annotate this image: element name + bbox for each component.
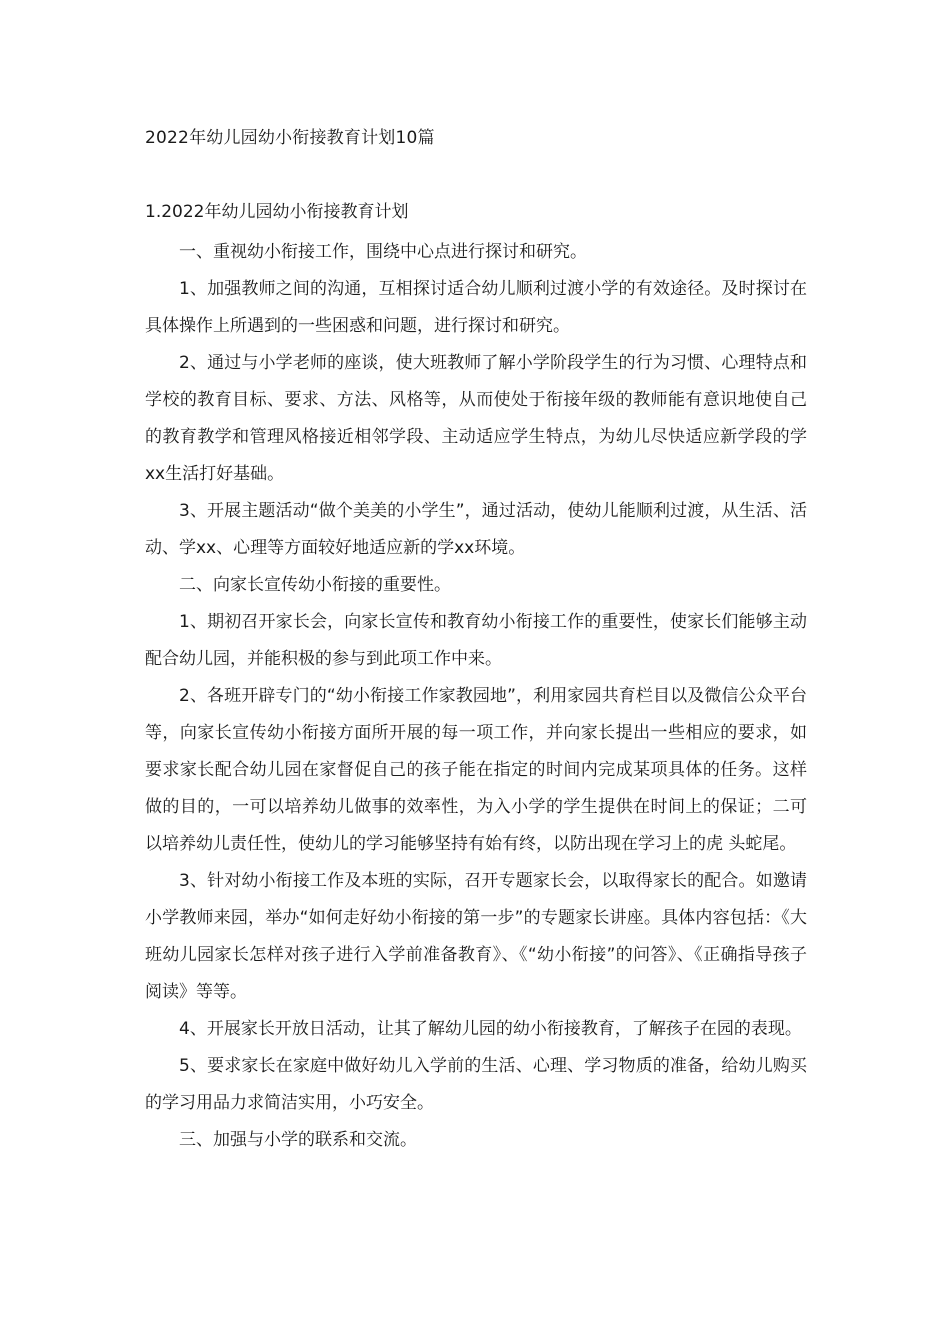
body-paragraph: 3、开展主题活动“做个美美的小学生”，通过活动，使幼儿能顺利过渡，从生活、活动、学xx、心理等方面较好地适应新的学xx环境。 <box>145 501 807 558</box>
body-paragraph: 3、针对幼小衔接工作及本班的实际，召开专题家长会，以取得家长的配合。如邀请小学教师来园，举办“如何走好幼小衔接的第一步”的专题家长讲座。具体内容包括：《大班幼儿园家长怎样对孩子进行入学前准备教育》、《“幼小衔接”的问答》、《正确指导孩子阅读》等等。 <box>145 871 807 1002</box>
heading-paragraph-1: 一、重视幼小衔接工作，围绕中心点进行探讨和研究。 <box>179 242 587 262</box>
document-body <box>145 200 807 1159</box>
body-paragraph: 2、各班开辟专门的“幼小衔接工作家教园地”，利用家园共育栏目以及微信公众平台等，向家长宣传幼小衔接方面所开展的每一项工作，并向家长提出一些相应的要求，如要求家长配合幼儿园在家督促自己的孩子能在指定的时间内完成某项具体的任务。这样做的目的，一可以培养幼儿做事的效率性，为入小学的学生提供在时间上的保证；二可以培养幼儿责任性，使幼儿的学习能够坚持有始有终，以防出现在学习上的虎 头蛇尾。 <box>145 686 807 854</box>
body-paragraph: 1、期初召开家长会，向家长宣传和教育幼小衔接工作的重要性，使家长们能够主动配合幼儿园，并能积极的参与到此项工作中来。 <box>145 612 807 669</box>
body-paragraph: 4、开展家长开放日活动，让其了解幼儿园的幼小衔接教育，了解孩子在园的表现。 <box>179 1019 802 1039</box>
body-paragraph: 1、加强教师之间的沟通，互相探讨适合幼儿顺利过渡小学的有效途径。及时探讨在具体操作上所遇到的一些困惑和问题，进行探讨和研究。 <box>145 279 807 336</box>
body-paragraph: 5、要求家长在家庭中做好幼儿入学前的生活、心理、学习物质的准备，给幼儿购买的学习用品力求简洁实用，小巧安全。 <box>145 1056 807 1113</box>
body-paragraph: 2、通过与小学老师的座谈，使大班教师了解小学阶段学生的行为习惯、心理特点和学校的教育目标、要求、方法、风格等，从而使处于衔接年级的教师能有意识地使自己的教育教学和管理风格接近相邻学段、主动适应学生特点，为幼儿尽快适应新学段的学xx生活打好基础。 <box>145 353 807 484</box>
heading-paragraph-2: 二、向家长宣传幼小衔接的重要性。 <box>179 575 451 595</box>
heading-paragraph-3: 三、加强与小学的联系和交流。 <box>179 1130 417 1150</box>
document-title: 2022年幼儿园幼小衔接教育计划10篇 <box>145 128 435 148</box>
section-title: 1.2022年幼儿园幼小衔接教育计划 <box>145 202 409 222</box>
